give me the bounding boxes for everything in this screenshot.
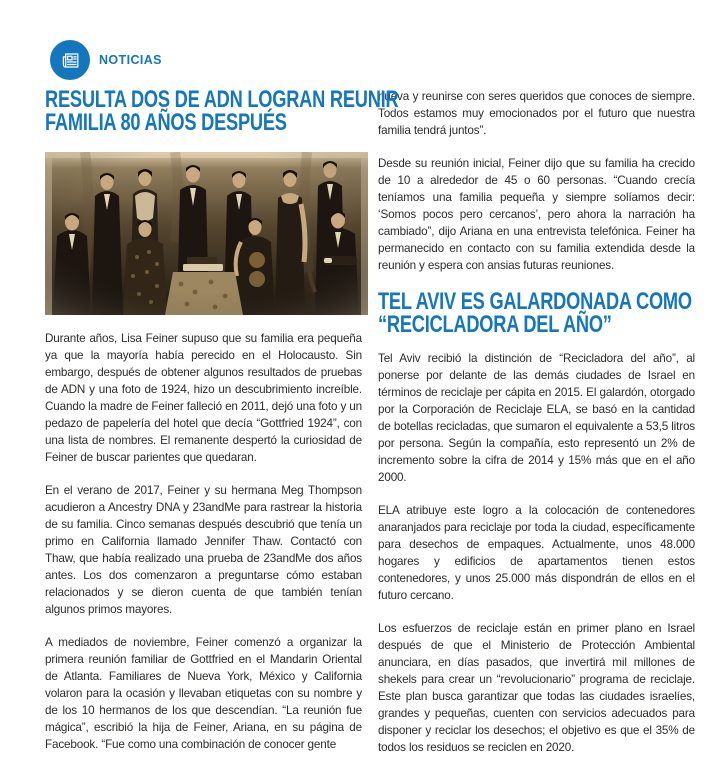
paragraph-adn-5: Desde su reunión inicial, Feiner dijo que su familia ha crecido de 10 a alrededor de 45 o 60 personas. “Cuando crecía teníamos una familia pequeña y siempre solíamos decir: ‘Somos pocos pero cercanos’, pero ahora la narración ha cambiado”, dijo Ariana en una entrevista telefónica. Feiner ha permanecido en contacto con su familia extendida desde la reunión y espera con ansias futuras reuniones.	[378, 157, 695, 272]
left-column	[45, 86, 399, 756]
newspaper-icon	[50, 40, 90, 80]
paragraph-telaviv-2: ELA atribuye este logro a la colocación de contenedores anaranjados para reciclaje por toda la ciudad, específicamente para desechos de empaques. Actualmente, unos 48.000 hogares y edificios de apartamentos tienen estos contenedores, y unos 25.000 más dispondrán de ellos en el futuro cercano.	[378, 504, 695, 602]
noticias-header	[0, 0, 720, 80]
paragraph-adn-4: nueva y reunirse con seres queridos que conoces de siempre. Todos estamos muy emocionados por el futuro que nuestra familia tendrá juntos”.	[378, 90, 695, 137]
paragraph-adn-3: A mediados de noviembre, Feiner comenzó a organizar la primera reunión familiar de Gottfried en el Mandarin Oriental de Atlanta. Familiares de Nueva York, México y California volaron para la ocasión y llevaban etiquetas con su nombre y de los 10 hermanos de los que descendían. “La reunión fue mágica”, escribió la hija de Feiner, Ariana, en su página de Facebook. “Fue como una combinación de conocer gente	[45, 636, 362, 751]
article-columns	[0, 80, 720, 756]
article-title-telaviv	[378, 290, 696, 336]
paragraph-adn-2: En el verano de 2017, Feiner y su hermana Meg Thompson acudieron a Ancestry DNA y 23andMe para rastrear la historia de su familia. Cinco semanas después descubrió que tenía un primo en California llamado Jennifer Thaw. Contactó con Thaw, que había realizado una prueba de 23andMe dos años antes. Los dos comenzaron a preguntarse cómo estaban relacionados y se dieron cuenta de que también tenían algunos primos mayores.	[45, 484, 362, 616]
title-line: FAMILIA 80 AÑOS DESPUÉS	[45, 109, 287, 136]
family-photo	[45, 152, 368, 315]
article-title-adn	[45, 86, 399, 136]
section-label: NOTICIAS	[99, 53, 162, 67]
paragraph-telaviv-3: Los esfuerzos de reciclaje están en primer plano en Israel después de que el Ministerio de Protección Ambiental anunciara, en días pasados, que invertirá mil millones de shekels para crear un “revolucionario” programa de reciclaje. Este plan busca garantizar que todas las ciudades israelíes, grandes y pequeñas, cuenten con servicios adecuados para disponer y reciclar los desechos; el objetivo es que el 35% de todos los residuos se reciclen en 2020.	[378, 622, 695, 754]
right-column	[378, 88, 695, 756]
paragraph-adn-1: Durante años, Lisa Feiner supuso que su familia era pequeña ya que la mayoría había perecido en el Holocausto. Sin embargo, después de obtener algunos resultados de pruebas de ADN y una foto de 1924, hizo un descubrimiento increíble. Cuando la madre de Feiner falleció en 2011, dejó una foto y un pedazo de papelería del hotel que decía “Gottfried 1924”, con una lista de nombres. El remanente despertó la curiosidad de Feiner de buscar parientes que quedaran.	[45, 332, 362, 464]
title-line: “RECICLADORA DEL AÑO”	[378, 311, 612, 338]
title-line: TEL AVIV ES GALARDONADA COMO	[378, 288, 692, 315]
title-line: RESULTA DOS DE ADN LOGRAN REUNIR	[45, 86, 399, 113]
paragraph-telaviv-1: Tel Aviv recibió la distinción de “Recicladora del año”, al ponerse por delante de las demás ciudades de Israel en términos de reciclaje per cápita en 2015. El galardón, otorgado por la Corporación de Reciclaje ELA, se basó en la cantidad de botellas recicladas, que sumaron el equivalente a 53,5 litros por persona. Según la compañía, esto representó un 2% de incremento sobre la cifra de 2014 y 15% más que en el año 2000.	[378, 352, 695, 484]
